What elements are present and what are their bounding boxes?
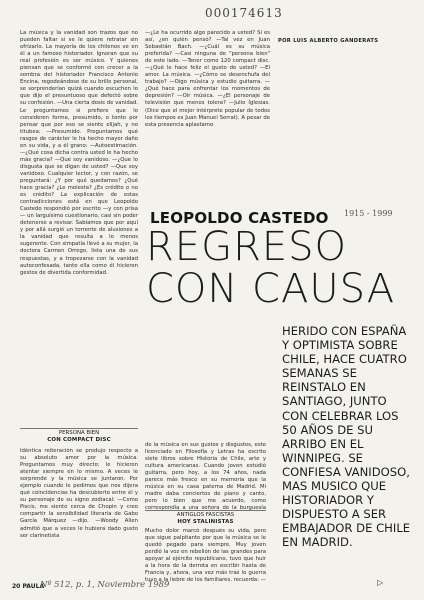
body-text-left-bottom: Idéntica reiteración se produjo respecto a su absoluto amor por la música. Preguntamos muy directo: le hicieron atentar siempre en lo mismo. A veces le sorprende y la música se juntaron. Por ejemplo cuando le pedimos que nos dijera qué coincidencias ha descubierto entre él y su personaje de su signo zodiacal: —Como Piscis, me siento cerca de Chopin y creo compartir la sensibilidad literaria de Gabo García Márquez —dijo. —Woody Allen admitió que a veces le hubiera dado gusto ser clarinetista [20, 448, 138, 539]
subheading-line-2: HOY STALINISTAS [177, 519, 234, 525]
body-text-middle: de la música en sus gustos y disgustos, este licenciado en Filosofía y Letras ha escrito siete libros sobre Historia de Chile, arte y cultura americanas. Cuando joven estudió guitarra, pero hoy, a los 74 años, nada parece más fresco en su memoria que la música en su casa paterna de Madrid. Mi madre daba conciertos de piano y canto, pero lo bien que me acuerdo, como correspondía a una señora de la burguesía [145, 442, 266, 510]
body-text-middle-bottom: Mucho dolor marcó después su vida, pero que sigue palpitante por que la música se le quedó pegado para siempre. Muy joven perdió la voz en rebelión de las grandes para apoyar al ejército republicano, tuvo que huir a la hora de la derrota en escribir hasta de Francia y, ahora, una vez más tras lo guerra tuvo a la liebre de los familiares, recuerda: — [145, 528, 266, 584]
body-column-middle [145, 442, 266, 510]
article-kicker: LEOPOLDO CASTEDO [150, 209, 329, 227]
subheading-persona-bien [20, 428, 138, 444]
handwritten-footer-note: Nº 512, p. 1, Noviembre 1989 [40, 580, 170, 590]
body-column-middle-top [145, 30, 270, 192]
body-column-middle-bottom [145, 528, 266, 584]
subheading-antiguos-fascistas [145, 510, 266, 526]
article-title-line-1: REGRESO [146, 224, 348, 270]
body-column-left-bottom [20, 448, 138, 573]
body-text-middle-top: —¿Le ha ocurrido algo parecido a usted? Si es así, ¿en quién pensó? —Tal vez en Juan Sebastián Bach. —¿Cuál es su música preferida? —Casi ninguna de "persona bien" de este lado. —Tener como 120 compact disc. —¿Qué le hace feliz el gusto de usted? —El amor. La música. —¿Cómo se desenchufa del trabajo? —Oigo música y estudio guitarra. —¿Qué hace para enfrentar los momentos de depresión? —Oír música. —¿El personaje de televisión que menos tolera? —Julio Iglesias. (Dice que el mejor intérprete popular de todos los tiempos es Juan Manuel Serrat). A pesar de esta presencia aplastamo [145, 30, 270, 128]
subheading-line-1: PERSONA BIEN [58, 430, 100, 436]
page-folio: 20 PAULA [12, 583, 45, 590]
continue-arrow-icon: ▷ [377, 578, 384, 587]
article-lead: HERIDO CON ESPAÑA Y OPTIMISTA SOBRE CHILE, HACE CUATRO SEMANAS SE REINSTALO EN SANTIAGO, JUNTO CON CELEBRAR LOS 50 AÑOS DE SU ARRIBO EN EL WINNIPEG. SE CONFIESA VANIDOSO, MAS MUSICO QUE HISTORIADOR Y DISPUESTO A SER EMBAJADOR DE CHILE EN MADRID. [282, 324, 411, 550]
subheading-line-2: CON COMPACT DISC [47, 437, 111, 443]
body-text-left: La música y la vanidad son trazos que no pueden faltar si se le quiere retratar sin ofrizarlo. La mayoría de los chilenos ve en él a un famoso historiador. Ignoran que su real profesión es ser músico. Y quienes piensan que se conformó con crecer a la sombra del historiador Francisco Antonio Encina, regodeándose de su brillo personal, se sorprenderían quizá cuando escuchen lo que dijo el presuntuoso que defectó sobre su confesión. —Una cierta dosis de vanidad. Le preguntamos si prefiere que lo consideren forme, presumido, o tonto por pensar que por eso se siente elijah, y no titubea: —Presumido. Preguntamos qué rasgos de carácter le ha hecho mayor daño en su vida, y a él grano: —Autoestimación. —¿Qué cosa dicha contra usted le ha hecho más gracia? —Que soy vanidoso. —¿Que lo disgusta que se digan de usted? —Que soy vanidoso. Cualquier lector, y con razón, se preguntará: ¿Y por qué quedamos? ¿Qué hace gracia? ¿Le molesta? ¿Es crédito o no es crédito? La explicación de estas contradicciones está en que Leopoldo Castedo respondió por escrito —y con prisa— un larguísimo cuestionario, casi sin poder detenerse a revisar. Sabíamos que por aquí y por allá surgió un torrente de alusiones a la vanidad que resulta a lo menos sugerente. Con simpatía llevó a su mujer, la doctora Carmen Orrego, lista una de sus respuestas, y a tropezarse con la vanidad autoconfesada, tanto ella como él hicieron gestos de divertida conformidad. [20, 30, 138, 276]
article-title-line-2: CON CAUSA [146, 266, 396, 312]
byline: POR LUIS ALBERTO GANDERATS [278, 38, 379, 44]
body-column-left [20, 30, 138, 428]
archive-stamp: 000174613 [205, 6, 283, 20]
subheading-line-1: ANTIGLOS FASCISTAS [176, 512, 235, 518]
handwritten-date-note: 1915 - 1999 [344, 209, 393, 218]
